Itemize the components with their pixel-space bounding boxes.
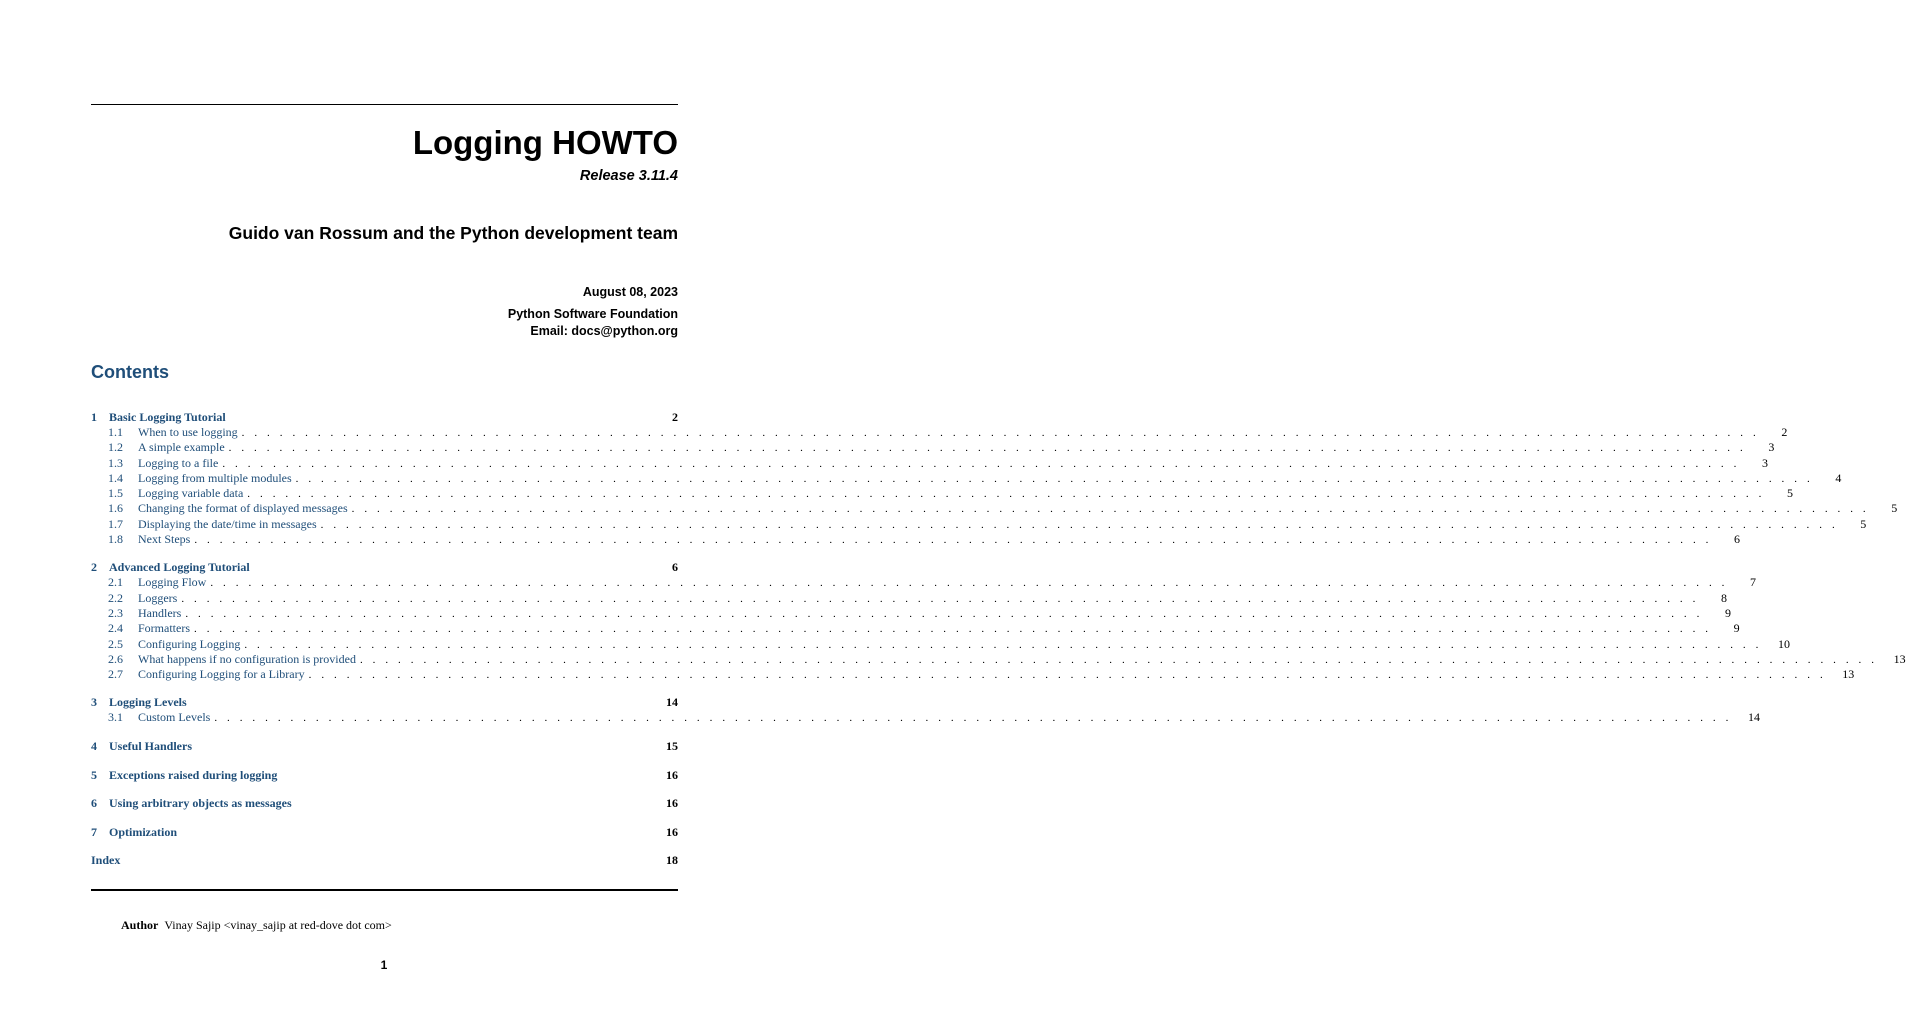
toc-section-title[interactable]: Custom Levels (138, 710, 211, 725)
release-label: Release 3.11.4 (579, 168, 678, 184)
toc-chapter-page: 16 (666, 796, 678, 811)
toc-section-link[interactable] (91, 516, 1867, 532)
toc-section-page: 9 (1724, 605, 1731, 620)
toc-index-link[interactable] (91, 853, 678, 868)
toc-dot-leader: . . . . . . . . . . . . . . . . . . . . . . . . . . . . . . . . . . . . . . . . . . . . . . . . . . . . . . . . . . . . . . . . . . . . . . . . . . . . . . . . . . . . . . . . . . . . . . . . . . . . . . . . . . . . . . . . . . . . . . . . (308, 669, 1827, 682)
toc-dot-leader: . . . . . . . . . . . . . . . . . . . . . . . . . . . . . . . . . . . . . . . . . . . . . . . . . . . . . . . . . . . . . . . . . . . . . . . . . . . . . . . . . . . . . . . . . . . . . . . . . . . . . . . . . . . . . . . . . . . . . . . . (359, 653, 1878, 666)
toc-section-link[interactable] (91, 486, 1793, 501)
toc-section-number: 2.2 (108, 590, 123, 605)
toc-chapter-page: 6 (672, 560, 678, 575)
toc-dot-leader: . . . . . . . . . . . . . . . . . . . . . . . . . . . . . . . . . . . . . . . . . . . . . . . . . . . . . . . . . . . . . . . . . . . . . . . . . . . . . . . . . . . . . . . . . . . . . . . . . . . . . . . . . . . . . . . . . . . . . . . . (181, 592, 1699, 605)
toc-section-link[interactable] (91, 710, 1760, 725)
author-value: Vinay Sajip <vinay_sajip at red-dove dot com> (164, 918, 392, 932)
toc-chapter-link[interactable] (91, 768, 678, 783)
toc-section-link[interactable] (91, 532, 1740, 547)
toc-section-title[interactable]: Configuring Logging for a Library (138, 667, 305, 682)
toc-section-page: 3 (1768, 440, 1775, 455)
toc-dot-leader: . . . . . . . . . . . . . . . . . . . . . . . . . . . . . . . . . . . . . . . . . . . . . . . . . . . . . . . . . . . . . . . . . . . . . . . . . . . . . . . . . . . . . . . . . . . . . . . . . . . . . . . . . . . . . . . . . . . . . . . . (320, 518, 1839, 531)
author-line (121, 917, 392, 933)
toc-section-title[interactable]: Next Steps (138, 532, 191, 547)
toc-chapter-page: 16 (666, 767, 678, 782)
toc-section-page: 8 (1720, 590, 1727, 605)
toc-chapter-title[interactable]: Useful Handlers (109, 739, 193, 754)
toc-chapter-number: 6 (91, 796, 97, 811)
toc-section-number: 2.4 (108, 621, 123, 636)
toc-chapter-link[interactable] (91, 695, 678, 710)
toc-chapter-number: 5 (91, 767, 97, 782)
toc-dot-leader: . . . . . . . . . . . . . . . . . . . . . . . . . . . . . . . . . . . . . . . . . . . . . . . . . . . . . . . . . . . . . . . . . . . . . . . . . . . . . . . . . . . . . . . . . . . . . . . . . . . . . . . . . . . . . . . . . . . . . . . . (185, 607, 1703, 620)
toc-section-title[interactable]: Logging from multiple modules (138, 470, 292, 485)
toc-dot-leader: . . . . . . . . . . . . . . . . . . . . . . . . . . . . . . . . . . . . . . . . . . . . . . . . . . . . . . . . . . . . . . . . . . . . . . . . . . . . . . . . . . . . . . . . . . . . . . . . . . . . . . . . . . . . . . . . . . . . . . . . (214, 712, 1732, 725)
toc-section-number: 1.6 (108, 501, 123, 516)
toc-dot-leader: . . . . . . . . . . . . . . . . . . . . . . . . . . . . . . . . . . . . . . . . . . . . . . . . . . . . . . . . . . . . . . . . . . . . . . . . . . . . . . . . . . . . . . . . . . . . . . . . . . . . . . . . . . . . . . . . . . . . . . . . (247, 488, 1765, 501)
toc-section-title[interactable]: Logging Flow (138, 575, 207, 590)
toc-section-number: 1.3 (108, 455, 123, 470)
author-label: Author (121, 918, 159, 932)
toc-section-page: 5 (1786, 486, 1793, 501)
email-label: Email: docs@python.org (530, 324, 678, 338)
toc-chapter-title[interactable]: Advanced Logging Tutorial (109, 560, 250, 575)
toc-section-number: 2.7 (108, 667, 123, 682)
toc-section-page: 14 (1747, 710, 1760, 725)
toc-dot-leader: . . . . . . . . . . . . . . . . . . . . . . . . . . . . . . . . . . . . . . . . . . . . . . . . . . . . . . . . . . . . . . . . . . . . . . . . . . . . . . . . . . . . . . . . . . . . . . . . . . . . . . . . . . . . . . . . . . . . . . . . (222, 457, 1740, 470)
toc-section-link[interactable] (91, 636, 1790, 652)
toc-section-title[interactable]: Logging to a file (138, 455, 219, 470)
toc-dot-leader: . . . . . . . . . . . . . . . . . . . . . . . . . . . . . . . . . . . . . . . . . . . . . . . . . . . . . . . . . . . . . . . . . . . . . . . . . . . . . . . . . . . . . . . . . . . . . . . . . . . . . . . . . . . . . . . . . . . . . . . . (228, 442, 1747, 455)
toc-section-number: 1.1 (108, 425, 123, 439)
toc-chapter-title[interactable]: Logging Levels (109, 695, 187, 710)
toc-index-title[interactable]: Index (91, 853, 121, 868)
toc-section-link[interactable] (91, 590, 1727, 606)
toc-chapter-number: 2 (91, 560, 97, 575)
toc-dot-leader: . . . . . . . . . . . . . . . . . . . . . . . . . . . . . . . . . . . . . . . . . . . . . . . . . . . . . . . . . . . . . . . . . . . . . . . . . . . . . . . . . . . . . . . . . . . . . . . . . . . . . . . . . . . . . . . . . . . . . . . . (295, 472, 1814, 485)
toc-section-page: 10 (1777, 636, 1790, 651)
toc-chapter-page: 15 (666, 739, 678, 754)
toc-section-page: 5 (1860, 516, 1867, 531)
toc-section-number: 3.1 (108, 710, 123, 725)
toc-section-page: 13 (1893, 651, 1906, 666)
toc-section-page: 5 (1891, 501, 1898, 516)
toc-section-number: 2.6 (108, 651, 123, 666)
toc-section-number: 2.1 (108, 575, 123, 590)
toc-section-link[interactable] (91, 575, 1756, 590)
date-label: August 08, 2023 (582, 285, 678, 299)
toc-section-title[interactable]: Formatters (138, 621, 190, 636)
toc-section-title[interactable]: When to use logging (138, 425, 238, 439)
footer-rule (91, 889, 678, 891)
toc-section-title[interactable]: A simple example (138, 440, 225, 455)
table-of-contents (91, 410, 1906, 868)
toc-section-number: 1.4 (108, 470, 123, 485)
toc-section-link[interactable] (91, 651, 1906, 667)
toc-dot-leader: . . . . . . . . . . . . . . . . . . . . . . . . . . . . . . . . . . . . . . . . . . . . . . . . . . . . . . . . . . . . . . . . . . . . . . . . . . . . . . . . . . . . . . . . . . . . . . . . . . . . . . . . . . . . . . . . . . . . . . . . (210, 577, 1728, 590)
toc-chapter-link[interactable] (91, 560, 678, 575)
toc-section-page: 7 (1750, 575, 1756, 590)
toc-dot-leader: . . . . . . . . . . . . . . . . . . . . . . . . . . . . . . . . . . . . . . . . . . . . . . . . . . . . . . . . . . . . . . . . . . . . . . . . . . . . . . . . . . . . . . . . . . . . . . . . . . . . . . . . . . . . . . . . . . . . . . . . (244, 638, 1762, 651)
toc-section-number: 2.5 (108, 636, 123, 651)
toc-section-page: 4 (1835, 470, 1842, 485)
toc-section-link[interactable] (91, 501, 1898, 516)
toc-section-title[interactable]: Loggers (138, 590, 178, 605)
toc-chapter-title[interactable]: Optimization (109, 824, 177, 839)
organization-label: Python Software Foundation (507, 307, 678, 321)
toc-dot-leader: . . . . . . . . . . . . . . . . . . . . . . . . . . . . . . . . . . . . . . . . . . . . . . . . . . . . . . . . . . . . . . . . . . . . . . . . . . . . . . . . . . . . . . . . . . . . . . . . . . . . . . . . . . . . . . . . . . . . . . . . (351, 503, 1870, 516)
toc-chapter-link[interactable] (91, 796, 678, 811)
page-number: 1 (380, 958, 388, 972)
toc-section-title[interactable]: What happens if no configuration is provided (138, 651, 356, 666)
toc-section-page: 2 (1781, 425, 1788, 439)
toc-dot-leader: . . . . . . . . . . . . . . . . . . . . . . . . . . . . . . . . . . . . . . . . . . . . . . . . . . . . . . . . . . . . . . . . . . . . . . . . . . . . . . . . . . . . . . . . . . . . . . . . . . . . . . . . . . . . . . . . . . . . . . . . (241, 427, 1760, 439)
toc-chapter-number: 3 (91, 695, 97, 710)
toc-chapter-title[interactable]: Using arbitrary objects as messages (109, 796, 292, 811)
toc-section-title[interactable]: Configuring Logging (138, 636, 241, 651)
toc-chapter-link[interactable] (91, 825, 678, 840)
toc-chapter-number: 7 (91, 824, 97, 839)
toc-section-link[interactable] (91, 605, 1731, 621)
toc-section-link[interactable] (91, 667, 1855, 682)
toc-section-number: 1.5 (108, 486, 123, 501)
toc-section-title[interactable]: Changing the format of displayed messages (138, 501, 348, 516)
toc-section-number: 2.3 (108, 605, 123, 620)
contents-heading: Contents (91, 362, 169, 382)
toc-section-number: 1.7 (108, 516, 123, 531)
toc-section-page: 3 (1761, 455, 1768, 470)
toc-section-link[interactable] (91, 455, 1768, 471)
toc-chapter-number: 4 (91, 739, 97, 754)
toc-chapter-title[interactable]: Exceptions raised during logging (109, 767, 278, 782)
toc-chapter-link[interactable] (91, 739, 678, 754)
authors-line: Guido van Rossum and the Python development team (228, 223, 678, 243)
toc-section-number: 1.8 (108, 532, 123, 547)
toc-section-link[interactable] (91, 621, 1740, 636)
header-rule (91, 104, 678, 105)
toc-section-link[interactable] (91, 440, 1775, 455)
toc-section-page: 9 (1733, 621, 1740, 636)
toc-section-link[interactable] (91, 425, 1788, 440)
toc-chapter-page: 2 (672, 410, 678, 424)
toc-dot-leader: . . . . . . . . . . . . . . . . . . . . . . . . . . . . . . . . . . . . . . . . . . . . . . . . . . . . . . . . . . . . . . . . . . . . . . . . . . . . . . . . . . . . . . . . . . . . . . . . . . . . . . . . . . . . . . . . . . . . . . . . (194, 623, 1712, 636)
toc-section-page: 13 (1842, 667, 1855, 682)
toc-section-title[interactable]: Handlers (138, 605, 182, 620)
toc-section-page: 6 (1734, 532, 1740, 547)
toc-chapter-link[interactable] (91, 410, 678, 425)
toc-dot-leader: . . . . . . . . . . . . . . . . . . . . . . . . . . . . . . . . . . . . . . . . . . . . . . . . . . . . . . . . . . . . . . . . . . . . . . . . . . . . . . . . . . . . . . . . . . . . . . . . . . . . . . . . . . . . . . . . . . . . . . . . (194, 534, 1712, 547)
toc-chapter-page: 16 (666, 824, 678, 839)
toc-index-page: 18 (666, 853, 678, 868)
toc-section-number: 1.2 (108, 440, 123, 455)
document-title: Logging HOWTO (412, 124, 678, 161)
toc-chapter-title[interactable]: Basic Logging Tutorial (109, 410, 226, 424)
toc-section-title[interactable]: Displaying the date/time in messages (138, 516, 317, 531)
toc-section-link[interactable] (91, 470, 1842, 486)
toc-chapter-number: 1 (91, 410, 97, 424)
toc-chapter-page: 14 (666, 695, 678, 710)
toc-section-title[interactable]: Logging variable data (138, 486, 244, 501)
